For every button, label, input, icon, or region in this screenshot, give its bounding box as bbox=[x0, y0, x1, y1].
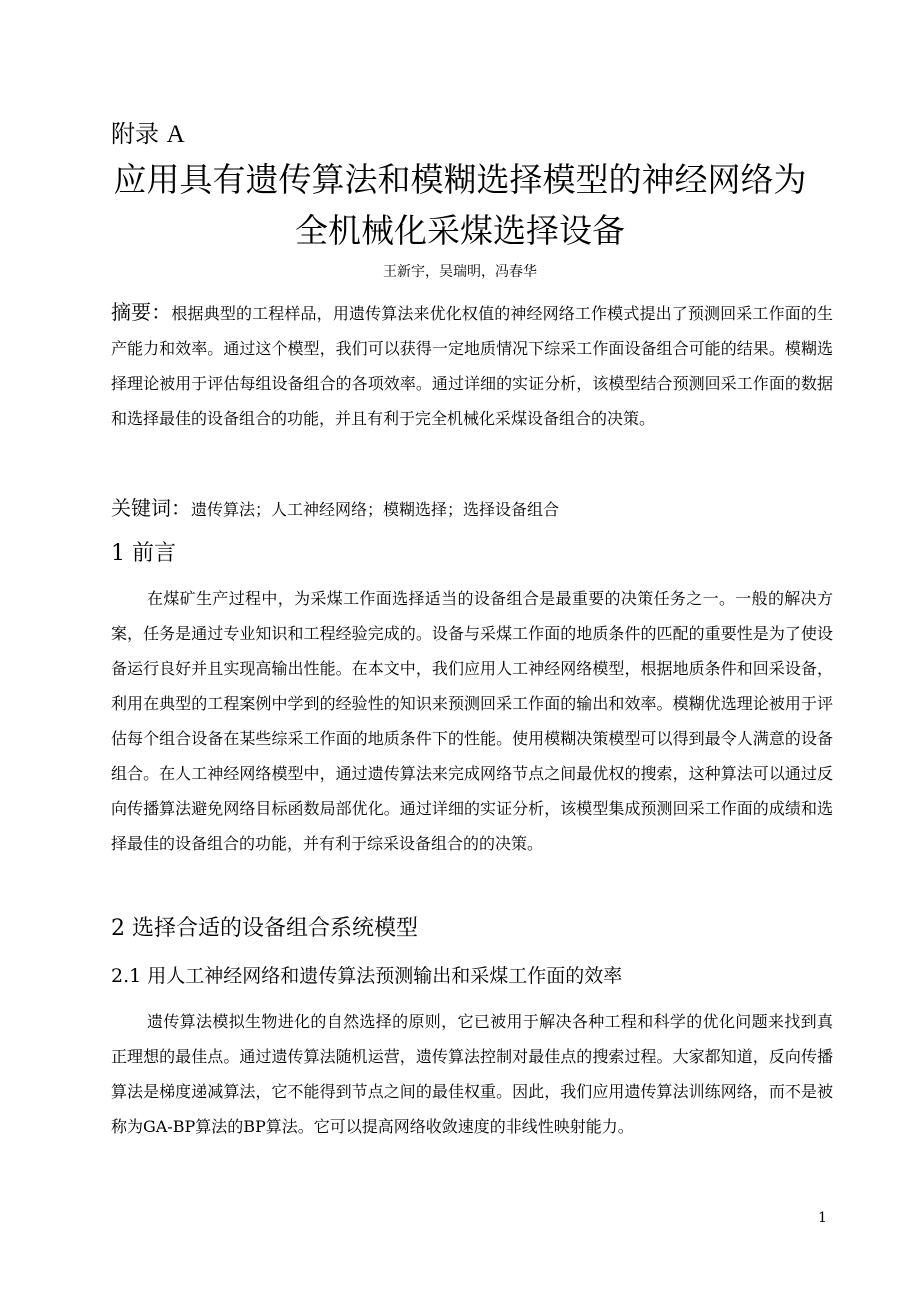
section-1-heading: 1 前言 bbox=[111, 541, 176, 566]
appendix-letter: A bbox=[166, 121, 185, 148]
abstract-label: 摘要： bbox=[111, 300, 172, 324]
paper-title-line-1: 应用具有遗传算法和模糊选择模型的神经网络为 bbox=[113, 160, 807, 199]
section-2-1-heading: 2.1 用人工神经网络和遗传算法预测输出和采煤工作面的效率 bbox=[111, 965, 623, 987]
appendix-label bbox=[111, 118, 185, 151]
section-2-1-paragraph: 遗传算法模拟生物进化的自然选择的原则，它已被用于解决各种工程和科学的优化问题来找到真正理想的最佳点。通过遗传算法随机运营，遗传算法控制对最佳点的搜索过程。大家都知道，反向传播算法是梯度递减算法，它不能得到节点之间的最佳权重。因此，我们应用遗传算法训练网络，而不是被称为GA-BP算法的BP算法。它可以提高网络收敛速度的非线性映射能力。 bbox=[111, 1012, 833, 1136]
authors: 王新宇，吴瑞明，冯春华 bbox=[383, 264, 537, 280]
keywords bbox=[111, 491, 559, 527]
section-1-paragraph: 在煤矿生产过程中，为采煤工作面选择适当的设备组合是最重要的决策任务之一。一般的解决方案，任务是通过专业知识和工程经验完成的。设备与采煤工作面的地质条件的匹配的重要性是为了使设备运行良好并且实现高输出性能。在本文中，我们应用人工神经网络模型，根据地质条件和回采设备，利用在典型的工程案例中学到的经验性的知识来预测回采工作面的输出和效率。模糊优选理论被用于评估每个组合设备在某些综采工作面的地质条件下的性能。使用模糊决策模型可以得到最令人满意的设备组合。在人工神经网络模型中，通过遗传算法来完成网络节点之间最优权的搜索，这种算法可以通过反向传播算法避免网络目标函数局部优化。通过详细的实证分析，该模型集成预测回采工作面的成绩和选择最佳的设备组合的功能，并有利于综采设备组合的的决策。 bbox=[111, 589, 833, 853]
keywords-label: 关键词： bbox=[111, 496, 191, 520]
abstract bbox=[111, 295, 833, 436]
appendix-prefix: 附录 bbox=[111, 120, 159, 148]
page-number: 1 bbox=[818, 1210, 827, 1226]
abstract-text: 根据典型的工程样品，用遗传算法来优化权值的神经网络工作模式提出了预测回采工作面的生产能力和效率。通过这个模型，我们可以获得一定地质情况下综采工作面设备组合可能的结果。模糊选择理论被用于评估每组设备组合的各项效率。通过详细的实证分析，该模型结合预测回采工作面的数据和选择最佳的设备组合的功能，并且有利于完全机械化采煤设备组合的决策。 bbox=[111, 304, 833, 428]
paper-title-line-2: 全机械化采煤选择设备 bbox=[295, 211, 625, 250]
keywords-text: 遗传算法；人工神经网络；模糊选择；选择设备组合 bbox=[191, 500, 560, 519]
section-2-heading: 2 选择合适的设备组合系统模型 bbox=[111, 916, 418, 941]
